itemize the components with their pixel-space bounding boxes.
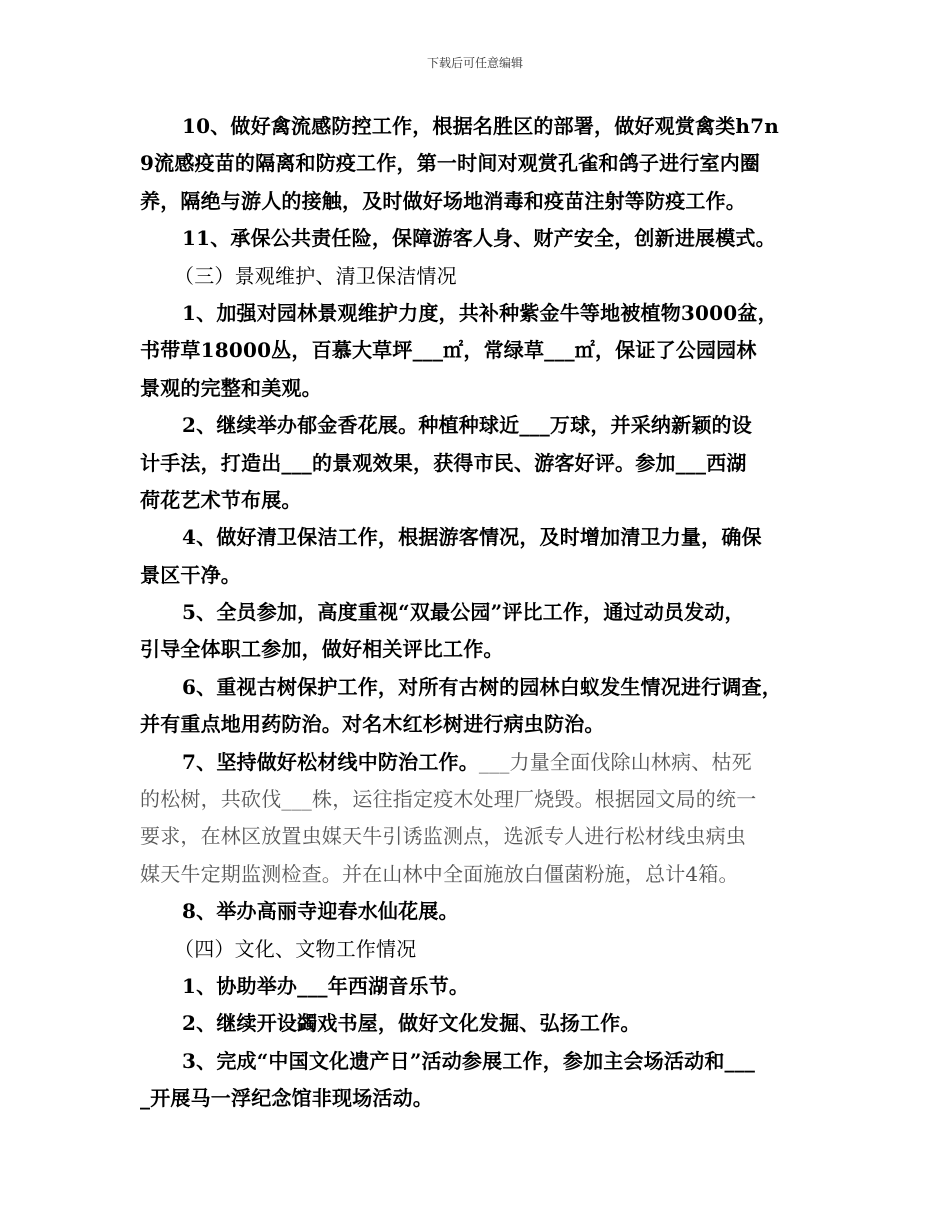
line-text: 11、承保公共责任险，保障游客人身、财产安全，创新进展模式。 [182,226,776,251]
section-heading [140,931,812,968]
page-header: 下载后可任意编辑 [426,56,523,70]
line-text: 引导全体职工参加，做好相关评比工作。 [140,637,504,662]
text-line [140,108,812,145]
line-text: 2、继续举办郁金香花展。种植种球近___万球，并采纳新颖的设 [182,413,752,438]
line-text: 6、重视古树保护工作，对所有古树的园林白蚁发生情况进行调查， [182,674,782,699]
line-text: 景观的完整和美观。 [140,375,322,400]
text-line [140,744,812,781]
line-text: 3、完成“中国文化遗产日”活动参展工作，参加主会场活动和___ [182,1048,756,1073]
line-text: 9流感疫苗的隔离和防疫工作，第一时间对观赏孔雀和鸽子进行室内圈 [140,151,761,176]
line-text: 媒天牛定期监测检查。并在山林中全面施放白僵菌粉施，总计4箱。 [140,861,739,886]
line-text: 8、举办高丽寺迎春水仙花展。 [182,899,459,924]
text-line [140,145,812,182]
text-line [140,968,812,1005]
text-line [140,295,812,332]
text-line [140,220,812,257]
line-text: 书带草18000丛，百慕大草坪___㎡，常绿草___㎡，保证了公园园林 [140,338,757,363]
line-text: 计手法，打造出___的景观效果，获得市民、游客好评。参加___西湖 [140,450,747,475]
line-text: 荷花艺术节布展。 [140,487,302,512]
text-line [140,781,812,818]
section-heading [140,258,812,295]
text-line [140,482,812,519]
line-text: 要求，在林区放置虫媒天牛引诱监测点，选派专人进行松材线虫病虫 [140,824,746,849]
text-line [140,856,812,893]
text-line [140,594,812,631]
line-text: 的松树，共砍伐___株，运往指定疫木处理厂烧毁。根据园文局的统一 [140,787,757,812]
text-line [140,332,812,369]
line-text: 5、全员参加，高度重视“双最公园”评比工作，通过动员发动， [182,600,745,625]
line-text: _开展马一浮纪念馆非现场活动。 [140,1086,433,1111]
text-line [140,631,812,668]
line-text: 养，隔绝与游人的接触，及时做好场地消毒和疫苗注射等防疫工作。 [140,188,746,213]
line-text: 7、坚持做好松材线中防治工作。 [182,749,479,774]
line-text-tail: ___力量全面伐除山林病、枯死 [478,749,752,774]
text-line [140,669,812,706]
line-text: 4、做好清卫保洁工作，根据游客情况，及时增加清卫力量，确保 [182,525,762,550]
text-line [140,370,812,407]
line-text: 景区干净。 [140,562,241,587]
line-text: 10、做好禽流感防控工作，根据名胜区的部署，做好观赏禽类h7n [182,114,780,138]
line-text: （四）文化、文物工作情况 [174,936,417,961]
text-line [140,818,812,855]
text-line [140,183,812,220]
text-line [140,519,812,556]
text-line [140,706,812,743]
line-text: 2、继续开设蠲戏书屋，做好文化发掘、弘扬工作。 [182,1011,641,1036]
document-body [140,108,812,1118]
text-line [140,1043,812,1080]
text-line [140,893,812,930]
text-line [140,407,812,444]
line-text: 1、加强对园林景观维护力度，共补种紫金牛等地被植物3000盆， [182,300,778,325]
text-line [140,557,812,594]
line-text: 1、协助举办___年西湖音乐节。 [182,973,470,998]
text-line [140,1080,812,1117]
text-line [140,445,812,482]
line-text: （三）景观维护、清卫保洁情况 [174,263,457,288]
line-text: 并有重点地用药防治。对名木红杉树进行病虫防治。 [140,712,605,737]
text-line [140,1005,812,1042]
